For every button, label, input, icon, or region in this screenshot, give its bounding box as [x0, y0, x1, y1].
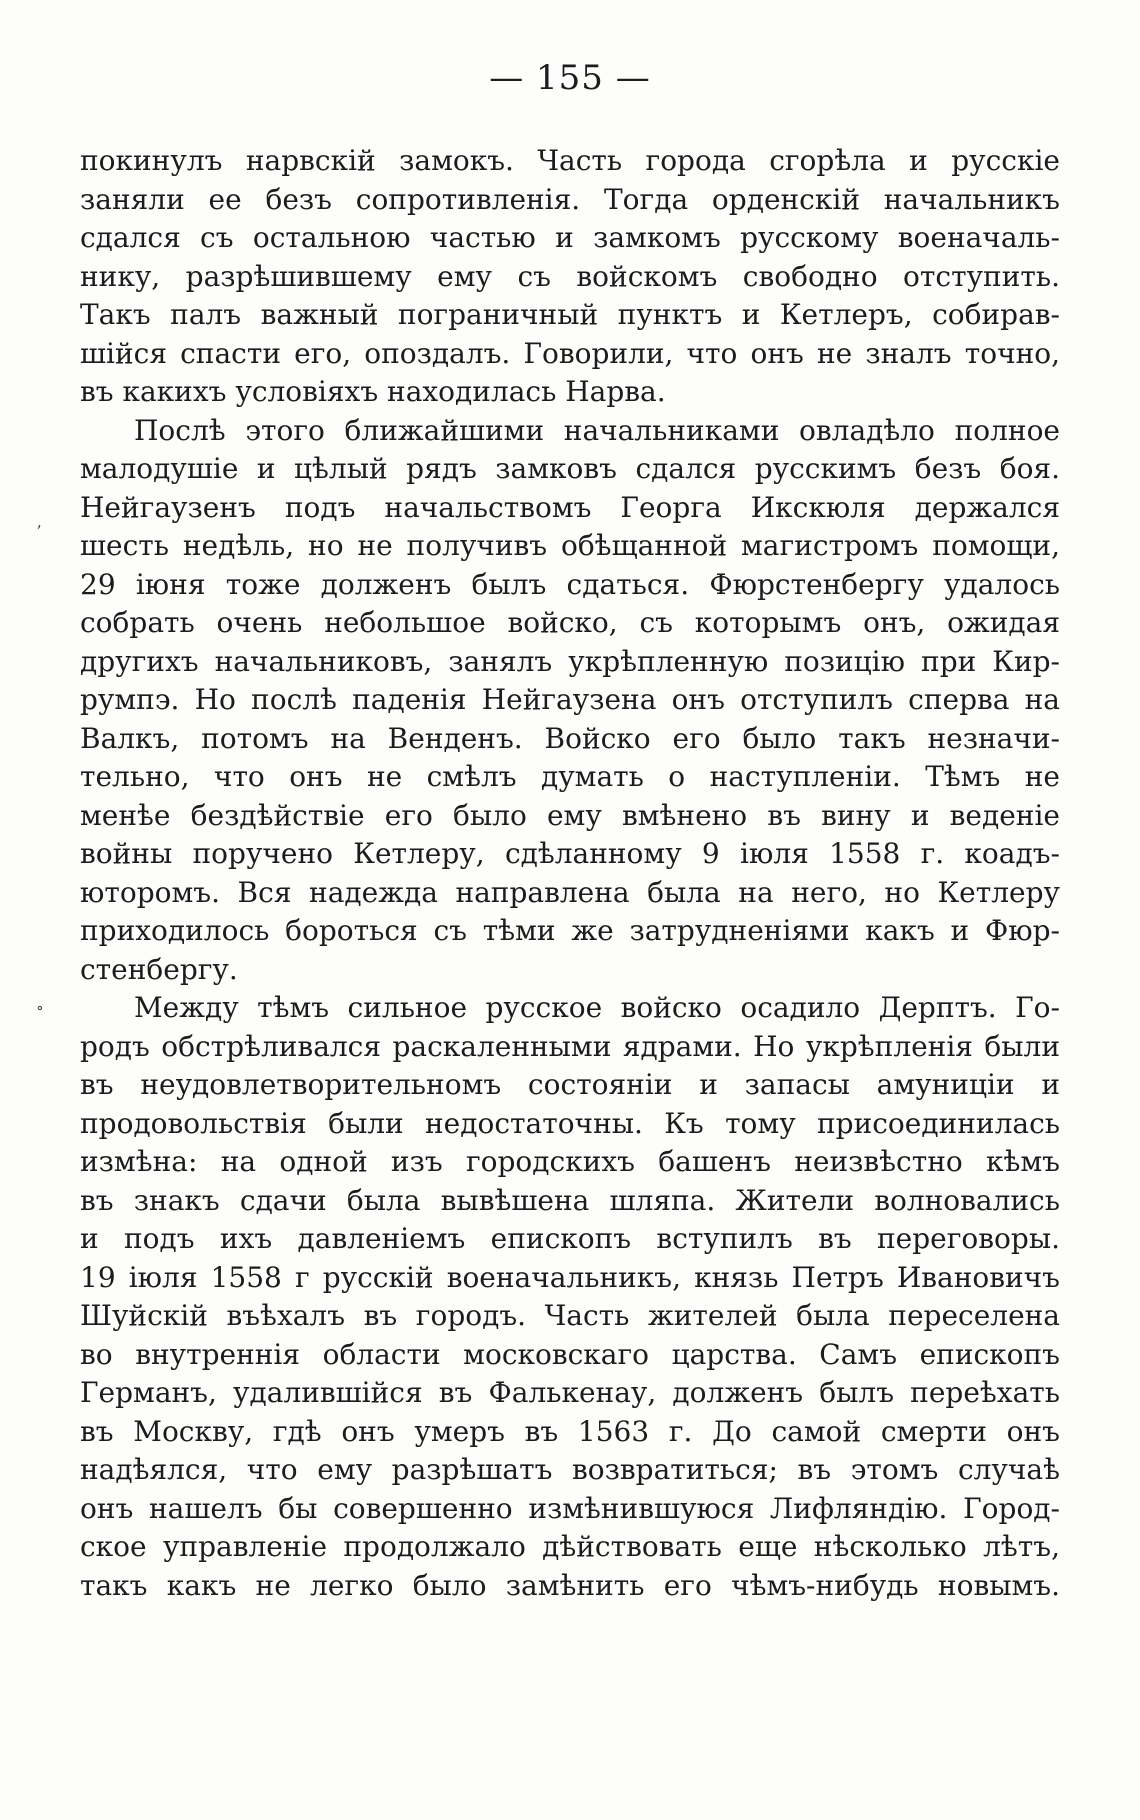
body-text	[80, 142, 1060, 1605]
text-line: въ неудовлетворительномъ состояніи и запасы амуниціи и	[80, 1068, 1060, 1101]
text-line: другихъ начальниковъ, занялъ укрѣпленную позицію при Кир-	[80, 644, 1060, 678]
text-line: родъ обстрѣливался раскаленными ядрами. Но укрѣпленія были	[80, 1029, 1060, 1063]
text-line: въ какихъ условіяхъ находилась Нарва.	[80, 375, 666, 408]
text-line: Шуйскій въѣхалъ въ городъ. Часть жителей была переселена	[80, 1299, 1060, 1332]
text-line: онъ нашелъ бы совершенно измѣнившуюся Лифляндію. Город-	[80, 1491, 1060, 1525]
text-line: въ знакъ сдачи была вывѣшена шляпа. Жители волновались	[80, 1183, 1060, 1217]
text-line: юторомъ. Вся надежда направлена была на него, но Кетлеру	[80, 875, 1060, 909]
text-line: покинулъ нарвскій замокъ. Часть города сгорѣла и русскіе	[80, 144, 1060, 177]
text-line: сдался съ остальною частью и замкомъ русскому военачаль-	[80, 221, 1060, 254]
margin-mark-icon: ʼ	[36, 522, 42, 541]
text-line: измѣна: на одной изъ городскихъ башенъ неизвѣстно кѣмъ	[80, 1145, 1060, 1178]
text-line: менѣе бездѣйствіе его было ему вмѣнено въ вину и веденіе	[80, 798, 1060, 832]
text-line: румпэ. Но послѣ паденія Нейгаузена онъ отступилъ сперва на	[80, 683, 1060, 716]
text-line: во внутреннія области московскаго царства. Самъ епископъ	[80, 1337, 1060, 1371]
text-line: Германъ, удалившійся въ Фалькенау, долженъ былъ переѣхать	[80, 1376, 1060, 1409]
text-line: Между тѣмъ сильное русское войско осадило Дерптъ. Го-	[134, 991, 1060, 1024]
text-line: нику, разрѣшившему ему съ войскомъ свободно отступить.	[80, 259, 1060, 293]
text-line: шійся спасти его, опоздалъ. Говорили, что онъ не зналъ точно,	[80, 336, 1060, 370]
text-line: въ Москву, гдѣ онъ умеръ въ 1563 г. До самой смерти онъ	[80, 1414, 1060, 1448]
text-line: Послѣ этого ближайшими начальниками овладѣло полное	[134, 413, 1060, 447]
text-line: Валкъ, потомъ на Венденъ. Войско его было такъ незначи-	[80, 721, 1060, 755]
text-line: приходилось бороться съ тѣми же затрудненіями какъ и Фюр-	[80, 914, 1060, 947]
text-line: малодушіе и цѣлый рядъ замковъ сдался русскимъ безъ боя.	[80, 452, 1060, 485]
text-line: 19 іюля 1558 г русскій военачальникъ, князь Петръ Ивановичъ	[80, 1260, 1060, 1294]
text-line: 29 іюня тоже долженъ былъ сдаться. Фюрстенбергу удалось	[80, 567, 1060, 601]
text-line: Нейгаузенъ подъ начальствомъ Георга Икскюля держался	[80, 490, 1060, 524]
text-line: войны поручено Кетлеру, сдѣланному 9 іюля 1558 г. коадъ-	[80, 837, 1060, 870]
text-line: заняли ее безъ сопротивленія. Тогда орденскій начальникъ	[80, 182, 1060, 216]
text-line: собрать очень небольшое войско, съ которымъ онъ, ожидая	[80, 606, 1060, 639]
text-line: Такъ палъ важный пограничный пунктъ и Кетлеръ, собирав-	[80, 298, 1060, 331]
text-line: продовольствія были недостаточны. Къ тому присоединилась	[80, 1106, 1060, 1140]
text-line: шесть недѣль, но не получивъ обѣщанной магистромъ помощи,	[80, 529, 1060, 562]
text-line: стенбергу.	[80, 952, 238, 986]
text-line: надѣялся, что ему разрѣшатъ возвратиться; въ этомъ случаѣ	[80, 1453, 1060, 1486]
text-line: ское управленіе продолжало дѣйствовать еще нѣсколько лѣтъ,	[80, 1530, 1060, 1563]
text-line: такъ какъ не легко было замѣнить его чѣмъ-нибудь новымъ.	[80, 1568, 1060, 1602]
text-line: тельно, что онъ не смѣлъ думать о наступленіи. Тѣмъ не	[80, 760, 1060, 793]
page-number: — 155 —	[489, 58, 651, 98]
text-line: и подъ ихъ давленіемъ епископъ вступилъ въ переговоры.	[80, 1222, 1060, 1255]
margin-mark-icon: ∘	[36, 998, 44, 1017]
